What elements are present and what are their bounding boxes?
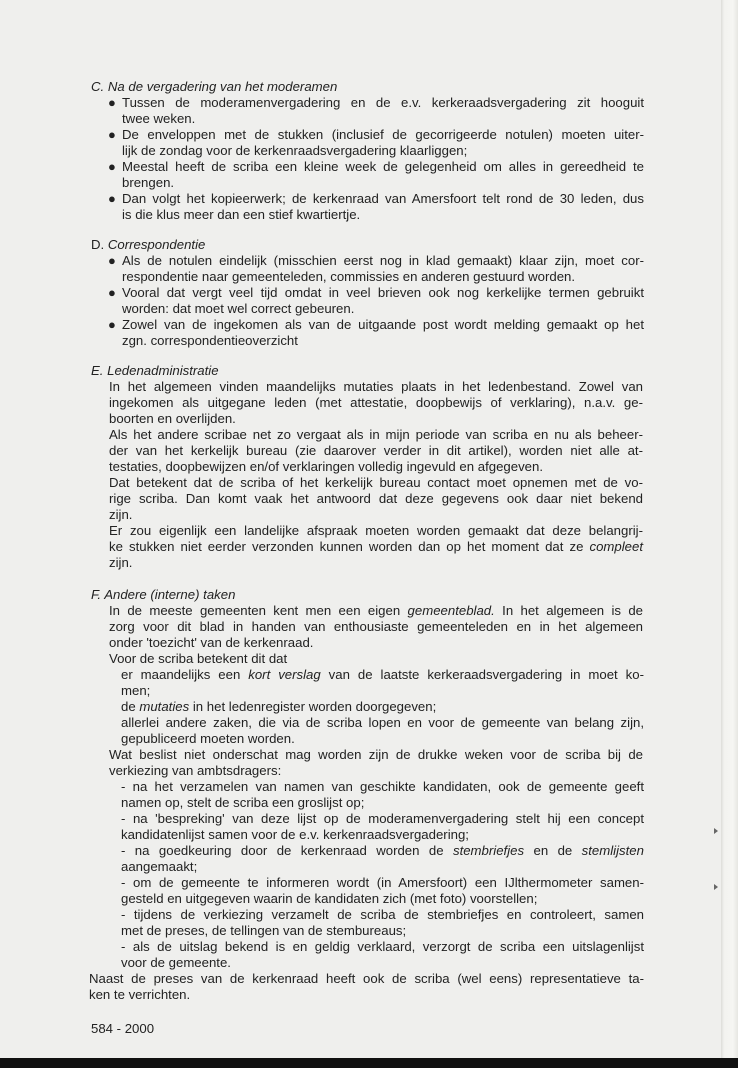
dash-item-cont: voor de gemeente. bbox=[121, 955, 231, 970]
indented-line: gepubliceerd moeten worden. bbox=[121, 731, 295, 746]
dash-item-cont: gesteld en uitgegeven waarin de kandidaten zich (met foto) voorstellen; bbox=[121, 891, 538, 906]
bullet-icon: ● bbox=[108, 191, 116, 206]
bullet-icon: ● bbox=[108, 317, 116, 332]
paragraph-line: Voor de scriba betekent dit dat bbox=[109, 651, 288, 666]
dash-item: - na 'bespreking' van deze lijst op de moderamenvergadering stelt hij een concept bbox=[121, 811, 644, 826]
dash-item: - tijdens de verkiezing verzamelt de scriba de stembriefjes en controleert, samen bbox=[121, 907, 644, 922]
list-item: ● Als de notulen eindelijk (misschien eerst nog in klad gemaakt) klaar zijn, moet cor- bbox=[108, 253, 644, 268]
list-item-cont: worden: dat moet wel correct gebeuren. bbox=[122, 301, 355, 316]
bullet-icon: ● bbox=[108, 159, 116, 174]
dash-item-cont: aangemaakt; bbox=[121, 859, 198, 874]
paragraph-line: verkiezing van ambtsdragers: bbox=[109, 763, 282, 778]
list-item: ● Zowel van de ingekomen als van de uitgaande post wordt melding gemaakt op het bbox=[108, 317, 644, 332]
paragraph-line: zijn. bbox=[109, 507, 133, 522]
paragraph-line: boorten en overlijden. bbox=[109, 411, 236, 426]
margin-mark-icon bbox=[714, 884, 718, 890]
list-item: ● Tussen de moderamenvergadering en de e.v. kerkeraadsvergadering zit hooguit bbox=[108, 95, 644, 110]
dash-item: - om de gemeente te informeren wordt (in Amersfoort) een IJlthermometer samen- bbox=[121, 875, 644, 890]
list-item-cont: is die klus meer dan een stief kwartiertje. bbox=[122, 207, 361, 222]
dash-item-cont: kandidatenlijst samen voor de e.v. kerkenraadsvergadering; bbox=[121, 827, 469, 842]
list-item: ● Vooral dat vergt veel tijd omdat in veel brieven ook nog kerkelijke termen gebruikt bbox=[108, 285, 644, 300]
paragraph-line: ke stukken niet eerder verzonden kunnen worden dan op het moment dat ze compleet bbox=[109, 539, 643, 554]
list-item-cont: brengen. bbox=[122, 175, 175, 190]
paragraph-line: testaties, doopbewijzen en/of verklaringen volledig ingevuld en afgegeven. bbox=[109, 459, 544, 474]
paragraph-line: Er zou eigenlijk een landelijke afspraak moeten worden gemaakt dat deze belangrij- bbox=[109, 523, 643, 538]
list-item: ● Meestal heeft de scriba een kleine week de gelegenheid om alles in gereedheid te bbox=[108, 159, 644, 174]
indented-line: allerlei andere zaken, die via de scriba lopen en voor de gemeente van belang zijn, bbox=[121, 715, 644, 730]
bullet-icon: ● bbox=[108, 253, 116, 268]
bullet-icon: ● bbox=[108, 95, 116, 110]
section-d-heading: D. Correspondentie bbox=[91, 237, 206, 252]
list-item-cont: respondentie naar gemeenteleden, commissies en anderen gestuurd worden. bbox=[122, 269, 576, 284]
margin-mark-icon bbox=[714, 828, 718, 834]
list-item-cont: lijk de zondag voor de kerkenraadsvergadering klaarliggen; bbox=[122, 143, 468, 158]
paragraph-line: ken te verrichten. bbox=[89, 987, 191, 1002]
list-item: ● Dan volgt het kopieerwerk; de kerkenraad van Amersfoort telt rond de 30 leden, dus bbox=[108, 191, 644, 206]
list-item: ● De enveloppen met de stukken (inclusief de gecorrigeerde notulen) moeten uiter- bbox=[108, 127, 644, 142]
paragraph-line: In de meeste gemeenten kent men een eigen gemeenteblad. In het algemeen is de bbox=[109, 603, 644, 618]
paragraph-line: rige scriba. Dan komt vaak het antwoord dat deze gegevens ook daar niet bekend bbox=[109, 491, 643, 506]
list-item-cont: zgn. correspondentieoverzicht bbox=[122, 333, 298, 348]
paragraph-line: ingekomen als uitgegane leden (met attestatie, doopbewijs of verklaring), n.a.v. ge- bbox=[109, 395, 643, 410]
section-e-heading: E. Ledenadministratie bbox=[91, 363, 219, 378]
dash-item: - als de uitslag bekend is en geldig verklaard, verzorgt de scriba een uitslagenlijst bbox=[121, 939, 644, 954]
paragraph-line: Als het andere scribae net zo vergaat als in mijn periode van scriba en nu als beheer- bbox=[109, 427, 643, 442]
scan-border bbox=[0, 1058, 738, 1068]
dash-item: - na goedkeuring door de kerkenraad worden de stembriefjes en de stemlijsten bbox=[121, 843, 644, 858]
paragraph-line: Wat beslist niet onderschat mag worden zijn de drukke weken voor de scriba bij de bbox=[109, 747, 643, 762]
paragraph-line: Naast de preses van de kerkenraad heeft ook de scriba (wel eens) representatieve ta- bbox=[89, 971, 644, 986]
dash-item-cont: met de preses, de tellingen van de stembureaus; bbox=[121, 923, 407, 938]
paragraph-line: der van het kerkelijk bureau (zie daarover verder in dit artikel), worden niet alle at- bbox=[109, 443, 643, 458]
paragraph-line: onder 'toezicht' van de kerkenraad. bbox=[109, 635, 314, 650]
paragraph-line: zijn. bbox=[109, 555, 133, 570]
indented-line: de mutaties in het ledenregister worden doorgegeven; bbox=[121, 699, 437, 714]
bullet-icon: ● bbox=[108, 127, 116, 142]
page-number: 584 - 2000 bbox=[91, 1021, 155, 1036]
paragraph-line: Dat betekent dat de scriba of het kerkelijk bureau contact moet opnemen met de vo- bbox=[109, 475, 643, 490]
list-item-cont: twee weken. bbox=[122, 111, 196, 126]
dash-item-cont: namen op, stelt de scriba een groslijst op; bbox=[121, 795, 365, 810]
bullet-icon: ● bbox=[108, 285, 116, 300]
dash-item: - na het verzamelen van namen van geschikte kandidaten, ook de gemeente geeft bbox=[121, 779, 644, 794]
section-c-heading: C. Na de vergadering van het moderamen bbox=[91, 79, 338, 94]
paragraph-line: In het algemeen vinden maandelijks mutaties plaats in het ledenbestand. Zowel van bbox=[109, 379, 643, 394]
indented-line: men; bbox=[121, 683, 151, 698]
paragraph-line: zorg voor dit blad in handen van enthousiaste gemeenteleden en in het algemeen bbox=[109, 619, 643, 634]
page-edge bbox=[721, 0, 738, 1068]
section-f-heading: F. Andere (interne) taken bbox=[91, 587, 236, 602]
indented-line: er maandelijks een kort verslag van de laatste kerkeraadsvergadering in moet ko- bbox=[121, 667, 644, 682]
